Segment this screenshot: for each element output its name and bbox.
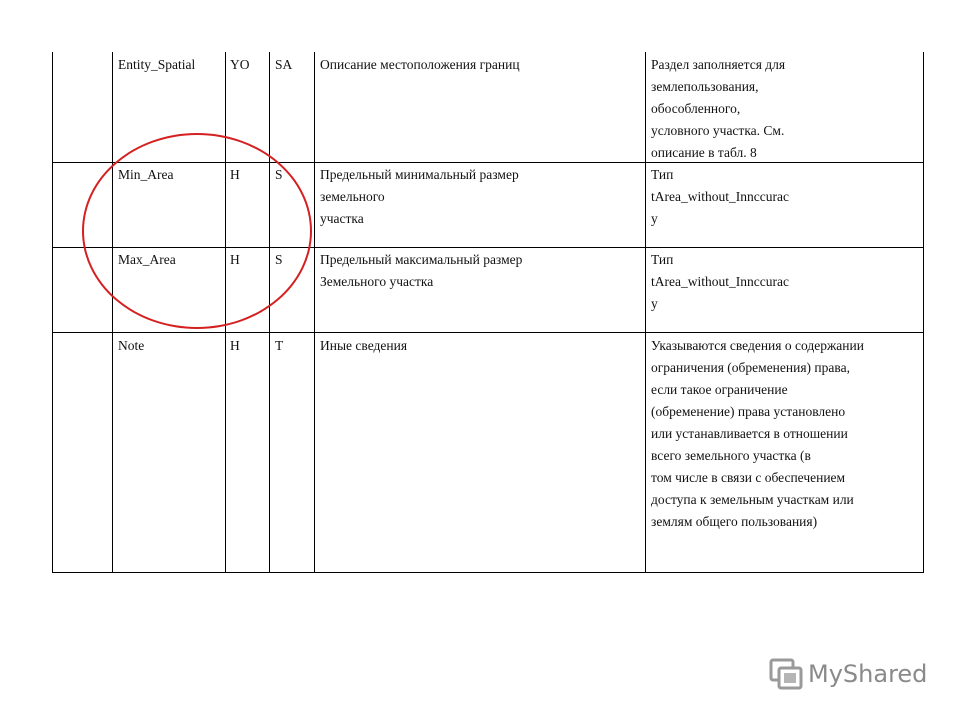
cell-kind: S [275, 252, 283, 267]
note-line: доступа к земельным участкам или [651, 492, 854, 507]
note-line: если такое ограничение [651, 382, 788, 397]
note-line: Указываются сведения о содержании [651, 338, 864, 353]
myshared-logo-icon [768, 656, 804, 692]
note-line: tArea_without_Innccurac [651, 189, 789, 204]
cell-description [320, 335, 407, 357]
cell-note [651, 164, 789, 230]
row-divider [52, 332, 924, 333]
cell-name: Max_Area [118, 252, 176, 267]
note-line: y [651, 211, 658, 226]
cell-description [320, 54, 520, 76]
red-circle-annotation [82, 133, 312, 329]
note-line: всего земельного участка (в [651, 448, 811, 463]
description-line: Земельного участка [320, 274, 434, 289]
note-line: землепользования, [651, 79, 759, 94]
note-line: обособленного, [651, 101, 741, 116]
cell-note [651, 54, 785, 164]
cell-name: Min_Area [118, 167, 174, 182]
table-border [52, 52, 53, 573]
cell-name: Note [118, 338, 145, 353]
cell-kind: T [275, 338, 284, 353]
cell-type: YO [230, 57, 250, 72]
note-line: или устанавливается в отношении [651, 426, 848, 441]
cell-description [320, 164, 519, 230]
table-border [269, 52, 270, 573]
description-line: Предельный максимальный размер [320, 252, 523, 267]
note-line: ограничения (обременения) права, [651, 360, 850, 375]
table-border [314, 52, 315, 573]
note-line: Раздел заполняется для [651, 57, 786, 72]
cell-note [651, 249, 789, 315]
note-line: землям общего пользования) [651, 514, 818, 529]
note-line: условного участка. См. [651, 123, 785, 138]
description-line: Предельный минимальный размер [320, 167, 519, 182]
note-line: Тип [651, 167, 674, 182]
note-line: описание в табл. 8 [651, 145, 757, 160]
cell-type: H [230, 338, 240, 353]
cell-note [651, 335, 864, 533]
table-border [112, 52, 113, 573]
description-line: участка [320, 211, 364, 226]
note-line: (обременение) права установлено [651, 404, 846, 419]
cell-kind: SA [275, 57, 293, 72]
description-line: Иные сведения [320, 338, 408, 353]
watermark-text: MyShared [808, 660, 928, 688]
table-border [645, 52, 646, 573]
note-line: y [651, 296, 658, 311]
table-border [923, 52, 924, 573]
note-line: tArea_without_Innccurac [651, 274, 789, 289]
description-line: Описание местоположения границ [320, 57, 520, 72]
description-line: земельного [320, 189, 385, 204]
row-divider [52, 572, 924, 573]
cell-type: H [230, 167, 240, 182]
cell-description [320, 249, 522, 293]
cell-type: H [230, 252, 240, 267]
note-line: том числе в связи с обеспечением [651, 470, 846, 485]
cell-kind: S [275, 167, 283, 182]
myshared-watermark [768, 656, 938, 692]
note-line: Тип [651, 252, 674, 267]
cell-name: Entity_Spatial [118, 57, 196, 72]
